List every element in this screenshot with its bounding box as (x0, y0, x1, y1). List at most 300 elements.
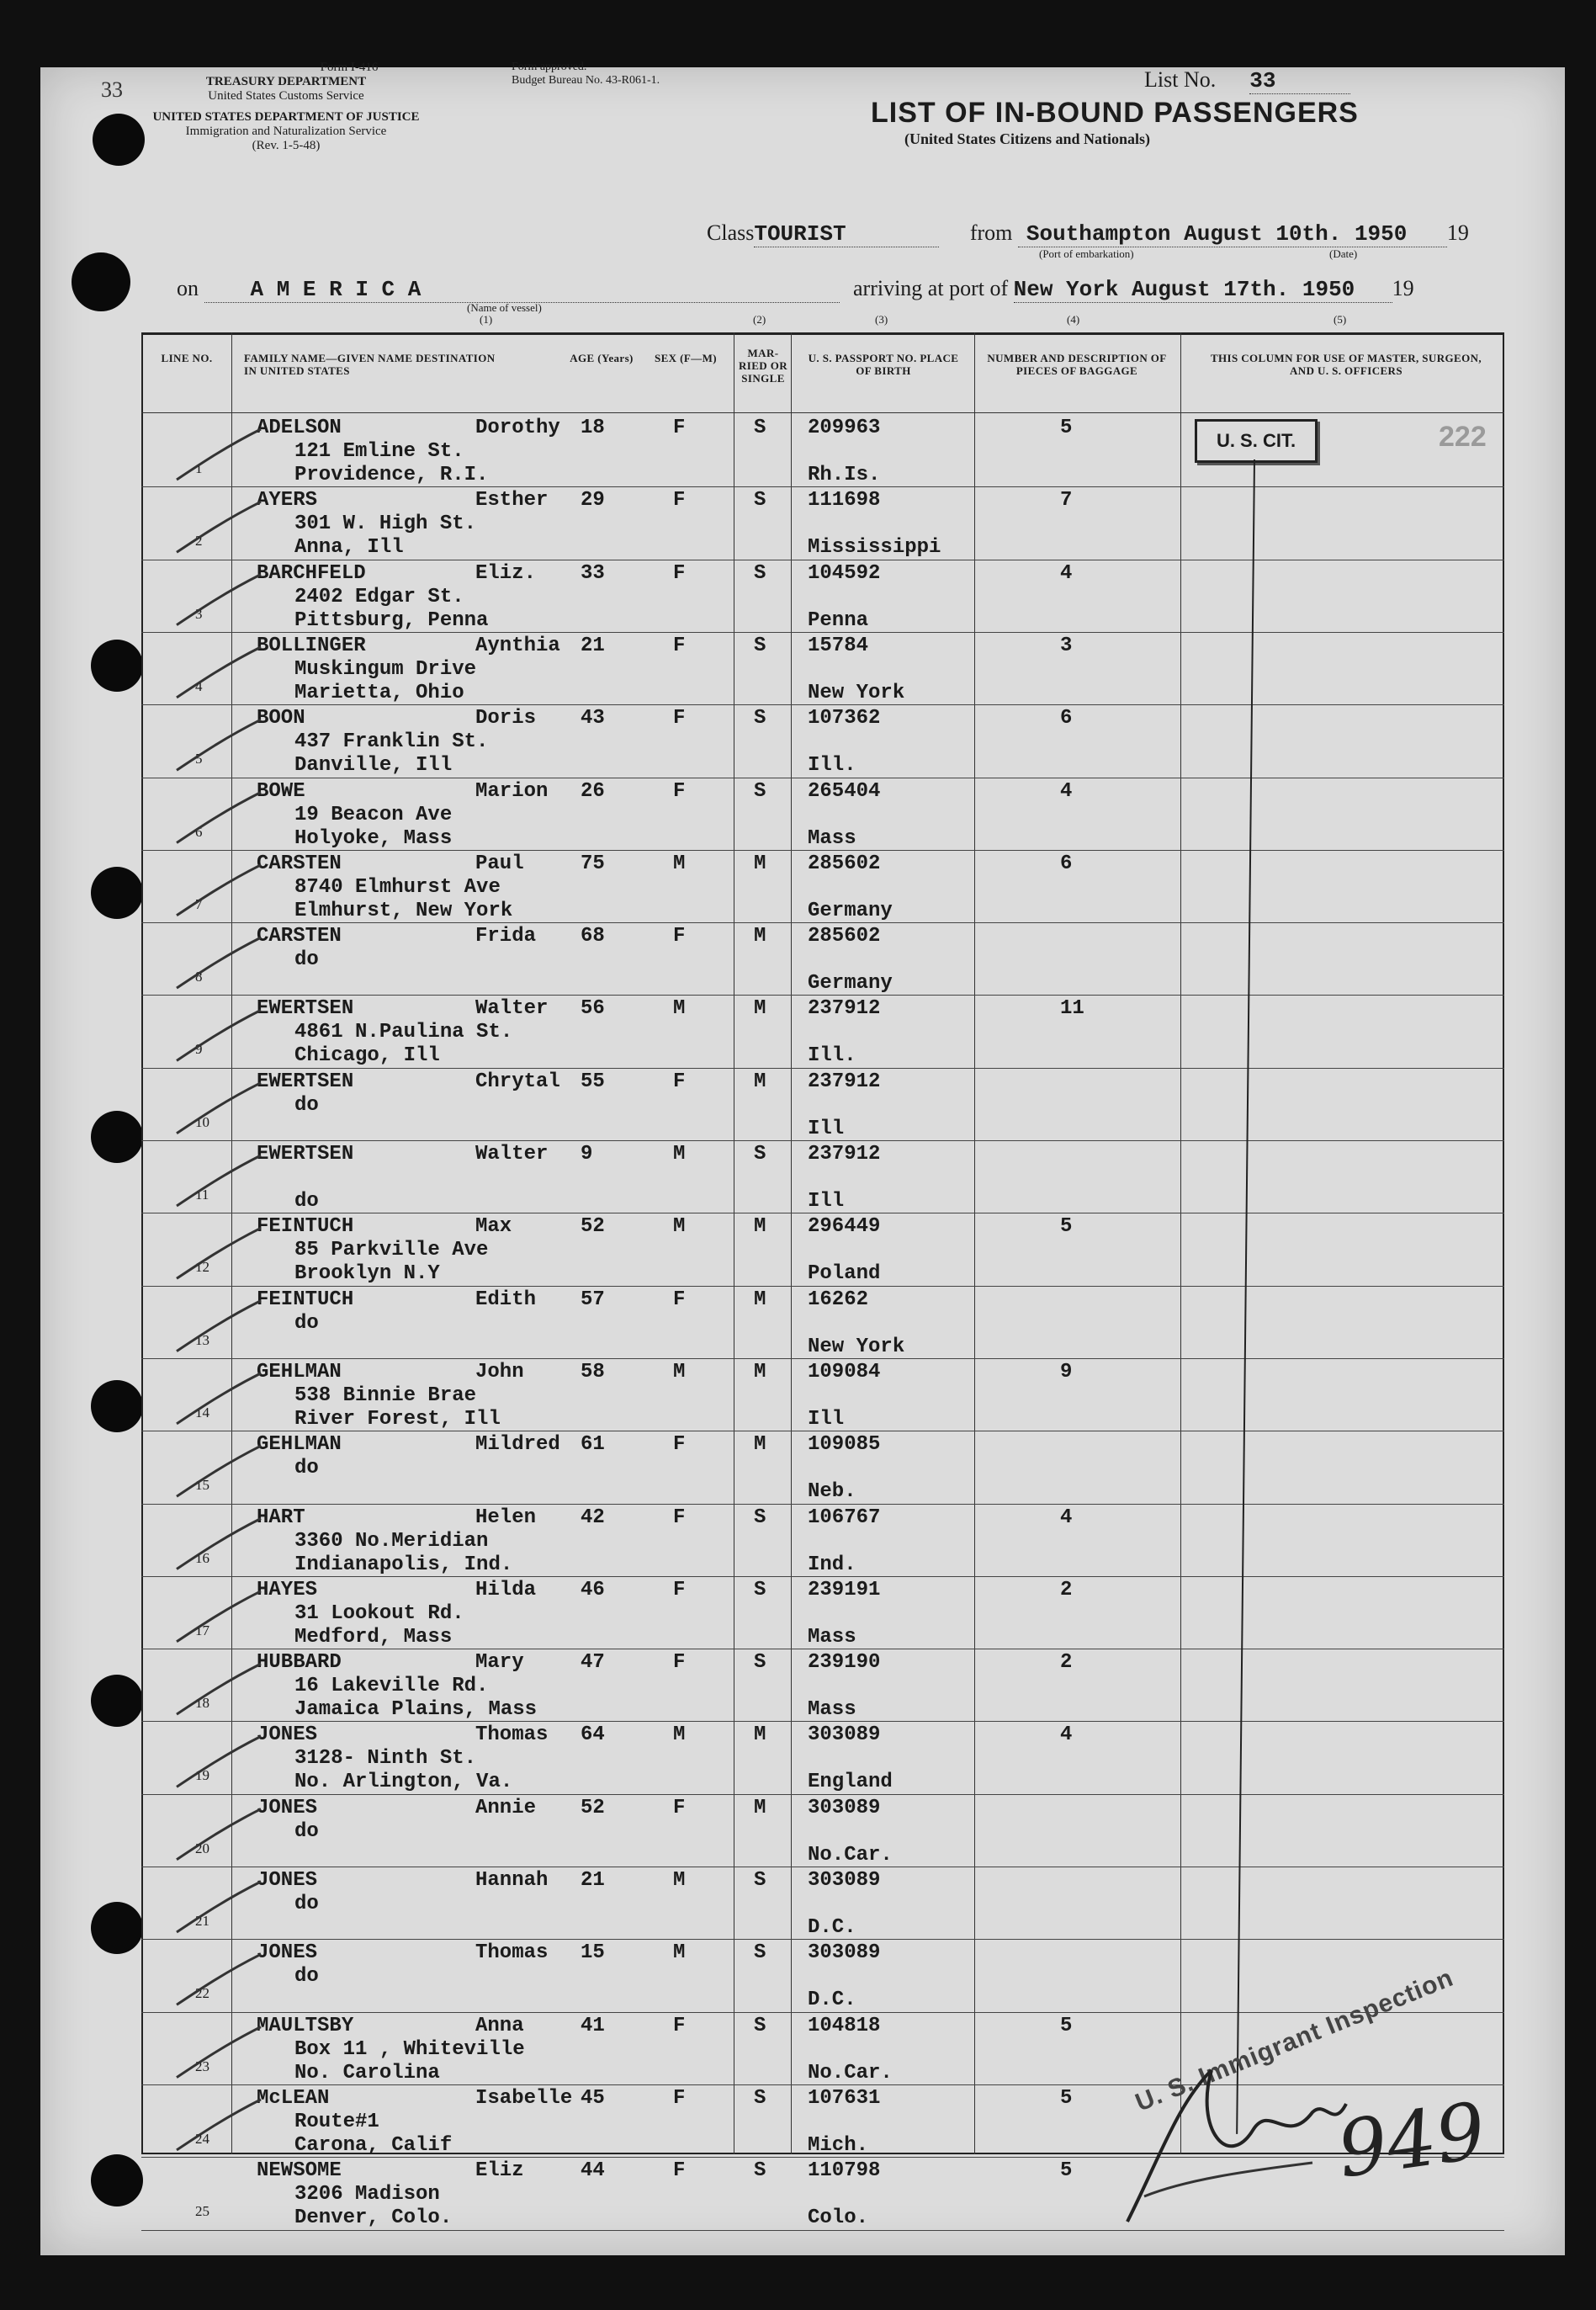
given-name: Mary (475, 1651, 524, 1675)
marital-status: S (754, 417, 766, 439)
given-name: Doris (475, 707, 537, 730)
address-line-1: 4861 N.Paulina St. (294, 1021, 513, 1044)
place-of-birth: Germany (808, 899, 893, 922)
family-name: FEINTUCH (257, 1215, 354, 1239)
given-name: Esther (475, 489, 549, 512)
tick-mark (177, 1954, 261, 2005)
colnum-1: (1) (480, 313, 493, 326)
place-of-birth: New York (808, 681, 905, 704)
arriving-year: 19 (1392, 276, 1414, 300)
family-name: NEWSOME (257, 2159, 342, 2183)
passport-number: 15784 (808, 634, 869, 657)
address-line-1: 437 Franklin St. (294, 730, 489, 754)
address-line-1: 85 Parkville Ave (294, 1239, 489, 1262)
age: 21 (581, 1869, 605, 1892)
given-name: Isabelle (475, 2086, 573, 2110)
marital-status: M (754, 925, 766, 948)
given-name: Mildred (475, 1433, 560, 1457)
passport-number: 109084 (808, 1360, 881, 1383)
tick-mark (177, 793, 261, 843)
header-baggage: NUMBER AND DESCRIPTION OF PIECES OF BAGGAGE (987, 352, 1167, 377)
family-name: BOWE (257, 779, 305, 803)
class-value: TOURIST (754, 221, 939, 247)
age: 26 (581, 779, 605, 803)
header-officers-use: THIS COLUMN FOR USE OF MASTER, SURGEON, AND U. S. OFFICERS (1210, 352, 1482, 377)
family-name: EWERTSEN (257, 997, 354, 1021)
sex: F (673, 634, 686, 657)
sex: F (673, 1433, 686, 1457)
place-of-birth: Mich. (808, 2133, 869, 2157)
given-name: Chrytal (475, 1070, 560, 1093)
age: 33 (581, 561, 605, 585)
sex: M (673, 1941, 686, 1965)
age: 43 (581, 707, 605, 730)
port-caption: (Port of embarkation) (1039, 247, 1134, 260)
given-name: Hilda (475, 1578, 537, 1601)
inspector-signature (1111, 2053, 1363, 2238)
line-number: 4 (195, 677, 203, 694)
place-of-birth: Mass (808, 826, 856, 850)
baggage-count: 5 (1060, 1215, 1073, 1239)
col-divider (1180, 332, 1181, 2154)
colnum-4: (4) (1067, 313, 1080, 326)
baggage-count: 5 (1060, 2086, 1073, 2110)
justice-dept: UNITED STATES DEPARTMENT OF JUSTICE (152, 110, 420, 124)
sex: M (673, 1723, 686, 1747)
address-line-2: do (294, 1190, 319, 1213)
page-number-stamp: 222 (1439, 421, 1487, 453)
line-number: 5 (195, 751, 203, 767)
family-name: GEHLMAN (257, 1360, 342, 1383)
age: 44 (581, 2159, 605, 2183)
address-line-1: 301 W. High St. (294, 512, 477, 536)
baggage-count: 11 (1060, 997, 1084, 1021)
line-number: 18 (195, 1695, 209, 1712)
passport-number: 303089 (808, 1796, 881, 1819)
family-name: BOON (257, 707, 305, 730)
family-name: BARCHFELD (257, 561, 366, 585)
marital-status: M (754, 1070, 766, 1093)
row-rule (141, 1794, 1504, 1795)
given-name: Max (475, 1215, 512, 1239)
us-citizen-stamp: U. S. CIT. (1195, 419, 1318, 463)
address-line-2: Carona, Calif (294, 2133, 453, 2157)
marital-status: S (754, 779, 766, 803)
line-number: 14 (195, 1404, 209, 1421)
line-number: 7 (195, 895, 203, 912)
row-rule (141, 1068, 1504, 1069)
passport-number: 110798 (808, 2159, 881, 2183)
marital-status: M (754, 1215, 766, 1239)
marital-status: S (754, 561, 766, 585)
from-year: 19 (1446, 220, 1469, 245)
passport-number: 106767 (808, 1505, 881, 1529)
family-name: MAULTSBY (257, 2014, 354, 2037)
row-rule (141, 922, 1504, 923)
address-line-1: do (294, 1965, 319, 1989)
corner-mark: 33 (101, 77, 123, 102)
sex: M (673, 1869, 686, 1892)
line-number: 15 (195, 1477, 209, 1494)
tick-mark (177, 2100, 261, 2150)
given-name: Eliz (475, 2159, 524, 2183)
customs-service: United States Customs Service (208, 89, 364, 103)
address-line-1: 3360 No.Meridian (294, 1529, 489, 1553)
address-line-1: 3206 Madison (294, 2183, 440, 2206)
passport-number: 16262 (808, 1288, 869, 1311)
line-number: 22 (195, 1985, 209, 2002)
arriving-label: arriving at port of (853, 276, 1009, 300)
given-name: John (475, 1360, 524, 1383)
address-line-2: Medford, Mass (294, 1625, 453, 1649)
row-rule (141, 995, 1504, 996)
marital-status: S (754, 1143, 766, 1166)
age: 45 (581, 2086, 605, 2110)
row-rule (141, 1721, 1504, 1722)
passport-number: 209963 (808, 417, 881, 439)
header-age: AGE (Years) (570, 352, 634, 364)
header-line-no: LINE NO. (161, 352, 213, 364)
marital-status: S (754, 1869, 766, 1892)
baggage-count: 9 (1060, 1360, 1073, 1383)
address-line-2: Holyoke, Mass (294, 826, 453, 850)
marital-status: M (754, 1288, 766, 1311)
passport-number: 107362 (808, 707, 881, 730)
address-line-1: 2402 Edgar St. (294, 585, 464, 608)
place-of-birth: Colo. (808, 2206, 869, 2230)
header-name: FAMILY NAME—GIVEN NAME DESTINATION IN UNITED STATES (244, 352, 496, 377)
marital-status: M (754, 1723, 766, 1747)
sex: F (673, 779, 686, 803)
place-of-birth: Ill. (808, 1044, 856, 1068)
marital-status: S (754, 634, 766, 657)
passport-number: 239190 (808, 1651, 881, 1675)
given-name: Walter (475, 997, 549, 1021)
address-line-1: 3128- Ninth St. (294, 1747, 477, 1771)
baggage-count: 7 (1060, 489, 1073, 512)
sex: F (673, 1505, 686, 1529)
address-line-1: 19 Beacon Ave (294, 803, 453, 826)
baggage-count: 4 (1060, 561, 1073, 585)
place-of-birth: Mass (808, 1625, 856, 1649)
place-of-birth: Neb. (808, 1480, 856, 1504)
family-name: JONES (257, 1869, 318, 1892)
place-of-birth: Penna (808, 608, 869, 632)
passport-number: 237912 (808, 1143, 881, 1166)
address-line-2: Denver, Colo. (294, 2206, 453, 2230)
passport-number: 111698 (808, 489, 881, 512)
address-line-1: do (294, 1819, 319, 1843)
family-name: AYERS (257, 489, 318, 512)
family-name: HUBBARD (257, 1651, 342, 1675)
passport-number: 104592 (808, 561, 881, 585)
line-number: 12 (195, 1259, 209, 1276)
page-subtitle: (United States Citizens and Nationals) (904, 130, 1151, 147)
header-married: MAR-RIED OR SINGLE (738, 347, 788, 385)
tick-mark (177, 429, 261, 480)
page-title: LIST OF IN-BOUND PASSENGERS (871, 97, 1359, 129)
revision: (Rev. 1-5-48) (252, 139, 321, 152)
address-line-2: Indianapolis, Ind. (294, 1553, 513, 1576)
line-number: 23 (195, 2058, 209, 2074)
list-no-label: List No. (1144, 67, 1217, 92)
line-number: 19 (195, 1767, 209, 1784)
family-name: EWERTSEN (257, 1143, 354, 1166)
marital-status: M (754, 1433, 766, 1457)
address-line-1: 8740 Elmhurst Ave (294, 875, 501, 899)
from-label: from (969, 220, 1013, 245)
list-number (1144, 67, 1350, 94)
sex: F (673, 561, 686, 585)
address-line-2: Providence, R.I. (294, 464, 489, 486)
tick-mark (177, 1228, 261, 1278)
given-name: Edith (475, 1288, 537, 1311)
marital-status: M (754, 997, 766, 1021)
sex: F (673, 1070, 686, 1093)
age: 56 (581, 997, 605, 1021)
vessel-name: A M E R I C A (204, 277, 840, 303)
on-label: on (177, 276, 199, 300)
passport-number: 303089 (808, 1869, 881, 1892)
address-line-1: Box 11 , Whiteville (294, 2037, 525, 2061)
place-of-birth: Ind. (808, 1553, 856, 1576)
sex: F (673, 2086, 686, 2110)
address-line-2: Anna, Ill (294, 536, 404, 560)
place-of-birth: Rh.Is. (808, 464, 881, 486)
punch-hole (91, 1902, 143, 1954)
address-line-2: Marietta, Ohio (294, 681, 464, 704)
age: 58 (581, 1360, 605, 1383)
line-number: 16 (195, 1549, 209, 1566)
sex: F (673, 2014, 686, 2037)
family-name: CARSTEN (257, 852, 342, 875)
line-number: 6 (195, 823, 203, 840)
family-name: EWERTSEN (257, 1070, 354, 1093)
address-line-1: 121 Emline St. (294, 440, 464, 463)
line-number: 20 (195, 1840, 209, 1856)
marital-status: S (754, 1505, 766, 1529)
date-caption: (Date) (1329, 247, 1358, 260)
row-rule (141, 1504, 1504, 1505)
row-rule (141, 1939, 1504, 1940)
address-line-1: do (294, 1457, 319, 1480)
sex: F (673, 925, 686, 948)
baggage-count: 4 (1060, 1723, 1073, 1747)
sex: F (673, 489, 686, 512)
given-name: Dorothy (475, 417, 560, 439)
sex: F (673, 417, 686, 439)
place-of-birth: Mississippi (808, 536, 941, 560)
address-line-2: Chicago, Ill (294, 1044, 440, 1068)
treasury-dept: TREASURY DEPARTMENT (205, 75, 367, 88)
age: 57 (581, 1288, 605, 1311)
passport-number: 109085 (808, 1433, 881, 1457)
address-line-1: do (294, 1893, 319, 1915)
row-rule (141, 704, 1504, 705)
given-name: Thomas (475, 1723, 549, 1747)
given-name: Anna (475, 2014, 524, 2037)
tick-mark (177, 1083, 261, 1134)
vessel-caption: (Name of vessel) (467, 301, 542, 314)
marital-status: S (754, 1578, 766, 1601)
row-rule (141, 486, 1504, 487)
sex: M (673, 997, 686, 1021)
age: 64 (581, 1723, 605, 1747)
passport-number: 303089 (808, 1723, 881, 1747)
marital-status: S (754, 1651, 766, 1675)
family-name: JONES (257, 1723, 318, 1747)
passport-number: 107631 (808, 2086, 881, 2110)
passport-number: 265404 (808, 779, 881, 803)
given-name: Walter (475, 1143, 549, 1166)
age: 21 (581, 634, 605, 657)
arriving-value: New York August 17th. 1950 (1014, 277, 1392, 303)
place-of-birth: England (808, 1771, 893, 1794)
marital-status: S (754, 1941, 766, 1965)
passport-number: 239191 (808, 1578, 881, 1601)
vessel-line (177, 276, 1414, 303)
family-name: JONES (257, 1796, 318, 1819)
line-number: 11 (195, 1187, 209, 1203)
family-name: GEHLMAN (257, 1433, 342, 1457)
punch-hole (91, 640, 143, 692)
line-number: 10 (195, 1113, 209, 1130)
line-number: 17 (195, 1622, 209, 1638)
passport-number: 237912 (808, 1070, 881, 1093)
class-line (707, 220, 1469, 247)
age: 52 (581, 1215, 605, 1239)
passport-number: 285602 (808, 852, 881, 875)
tick-mark (177, 1373, 261, 1424)
tick-mark (177, 1809, 261, 1860)
address-line-1: Route#1 (294, 2110, 379, 2133)
age: 41 (581, 2014, 605, 2037)
line-number: 21 (195, 1913, 209, 1929)
age: 46 (581, 1578, 605, 1601)
family-name: JONES (257, 1941, 318, 1965)
age: 42 (581, 1505, 605, 1529)
sex: M (673, 852, 686, 875)
place-of-birth: D.C. (808, 1989, 856, 2012)
age: 55 (581, 1070, 605, 1093)
family-name: McLEAN (257, 2086, 330, 2110)
family-name: HART (257, 1505, 305, 1529)
marital-status: S (754, 2159, 766, 2183)
given-name: Marion (475, 779, 549, 803)
form-number: Form I-416 (320, 61, 379, 74)
place-of-birth: New York (808, 1335, 905, 1358)
baggage-count: 5 (1060, 2014, 1073, 2037)
passport-number: 104818 (808, 2014, 881, 2037)
age: 75 (581, 852, 605, 875)
form-approved: Form approved. (512, 61, 587, 73)
tick-mark (177, 1882, 261, 1932)
age: 61 (581, 1433, 605, 1457)
address-line-2: Brooklyn N.Y (294, 1262, 440, 1286)
passport-number: 303089 (808, 1941, 881, 1965)
marital-status: M (754, 1360, 766, 1383)
punch-hole (91, 1675, 143, 1727)
address-line-2: Danville, Ill (294, 754, 453, 778)
baggage-count: 5 (1060, 2159, 1073, 2183)
given-name: Aynthia (475, 634, 560, 657)
tick-mark (177, 1446, 261, 1496)
address-line-2: Elmhurst, New York (294, 899, 513, 922)
place-of-birth: Poland (808, 1262, 881, 1286)
passport-number: 285602 (808, 925, 881, 948)
tally-marks (168, 404, 269, 2171)
line-number: 2 (195, 533, 203, 550)
age: 18 (581, 417, 605, 439)
sex: M (673, 1360, 686, 1383)
tick-mark (177, 1010, 261, 1060)
inspection-stamp: U. S. Immigrant Inspection (1132, 1963, 1458, 2117)
place-of-birth: Ill. (808, 754, 856, 778)
from-value: Southampton August 10th. 1950 (1018, 221, 1447, 247)
row-rule (141, 1576, 1504, 1577)
sex: F (673, 1651, 686, 1675)
tick-mark (177, 2027, 261, 2078)
line-number: 13 (195, 1331, 209, 1348)
tick-mark (177, 865, 261, 916)
header-sex: SEX (F—M) (654, 352, 717, 364)
colnum-5: (5) (1334, 313, 1347, 326)
sex: F (673, 2159, 686, 2183)
list-no-value: 33 (1249, 68, 1350, 94)
age: 68 (581, 925, 605, 948)
baggage-count: 2 (1060, 1578, 1073, 1601)
place-of-birth: Mass (808, 1698, 856, 1722)
passport-number: 237912 (808, 997, 881, 1021)
tick-mark (177, 1591, 261, 1642)
baggage-count: 4 (1060, 1505, 1073, 1529)
place-of-birth: Germany (808, 972, 893, 996)
given-name: Helen (475, 1505, 537, 1529)
marital-status: S (754, 707, 766, 730)
row-rule (141, 1358, 1504, 1359)
address-line-1: 16 Lakeville Rd. (294, 1675, 489, 1698)
address-line-2: River Forest, Ill (294, 1407, 501, 1431)
tick-mark (177, 1736, 261, 1787)
sex: F (673, 1796, 686, 1819)
baggage-count: 4 (1060, 779, 1073, 803)
baggage-count: 2 (1060, 1651, 1073, 1675)
address-line-1: do (294, 1311, 319, 1335)
age: 15 (581, 1941, 605, 1965)
address-line-2: Pittsburg, Penna (294, 608, 489, 632)
family-name: BOLLINGER (257, 634, 366, 657)
address-line-1: do (294, 948, 319, 972)
place-of-birth: No.Car. (808, 2061, 893, 2084)
row-rule (141, 850, 1504, 851)
punch-hole (91, 867, 143, 919)
punch-hole (91, 1380, 143, 1432)
col-divider (974, 332, 975, 2154)
colnum-2: (2) (753, 313, 766, 326)
line-number: 8 (195, 969, 203, 985)
family-name: CARSTEN (257, 925, 342, 948)
tick-mark (177, 720, 261, 770)
form-agency-block (80, 61, 492, 153)
ins-service: Immigration and Naturalization Service (185, 125, 387, 138)
colnum-3: (3) (875, 313, 888, 326)
tick-mark (177, 502, 261, 552)
header-rule (141, 412, 1504, 413)
col-divider (791, 332, 792, 2154)
marital-status: M (754, 852, 766, 875)
line-number: 3 (195, 605, 203, 622)
baggage-count: 6 (1060, 707, 1073, 730)
